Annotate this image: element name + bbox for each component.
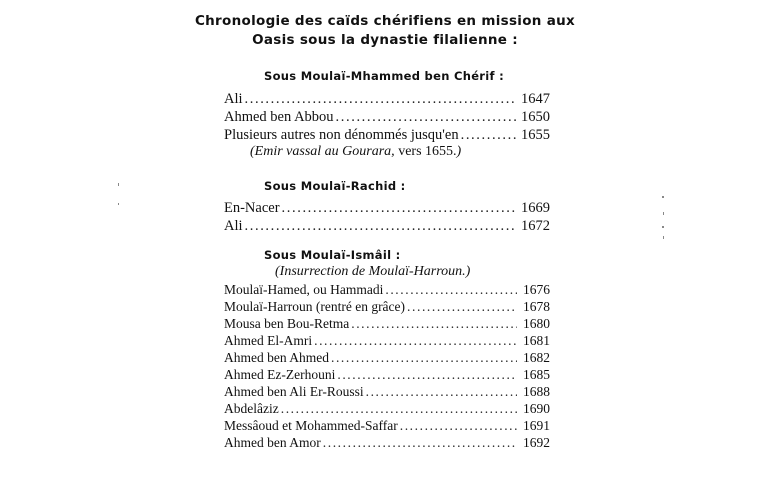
- dot-leader: [281, 401, 517, 417]
- entry-name: Ahmed ben Abbou: [224, 109, 334, 125]
- dot-leader: [314, 333, 517, 349]
- dot-leader: [351, 316, 517, 332]
- chronology-entry: [224, 91, 550, 110]
- entry-year: 1682: [523, 350, 550, 365]
- entry-name: Ahmed ben Ahmed: [224, 350, 329, 365]
- note-plain: vers 1655.: [398, 144, 457, 159]
- chronology-entry: [224, 435, 550, 452]
- section-heading: Sous Moulaï-Mhammed ben Chérif :: [264, 69, 505, 83]
- dot-leader: [407, 299, 517, 315]
- entry-year: 1669: [521, 200, 550, 216]
- scan-speck: [663, 236, 664, 239]
- entry-name: Abdelâziz: [224, 401, 279, 416]
- entry-name: Moulaï-Hamed, ou Hammadi: [224, 282, 384, 297]
- dot-leader: [245, 91, 517, 108]
- dot-leader: [337, 367, 517, 383]
- entry-name: Plusieurs autres non dénommés jusqu'en: [224, 127, 459, 143]
- entry-year: 1672: [521, 218, 550, 234]
- entry-name: Mousa ben Bou-Retma: [224, 316, 350, 331]
- entry-name: En-Nacer: [224, 200, 280, 216]
- scan-speck: [662, 226, 664, 228]
- dot-leader: [282, 200, 517, 217]
- note-italic: Insurrection de Moulaï-Harroun.: [279, 264, 466, 279]
- document-title-line-1: Chronologie des caïds chérifiens en mission aux: [194, 13, 576, 29]
- entry-name: Ahmed El-Amri: [224, 333, 313, 348]
- entry-name: Ali: [224, 218, 243, 234]
- chronology-entry: [224, 316, 550, 333]
- chronology-entry: [224, 282, 550, 299]
- chronology-entry: [224, 367, 550, 384]
- chronology-entry: [224, 401, 550, 418]
- entry-year: 1678: [523, 299, 550, 314]
- dot-leader: [461, 127, 517, 144]
- entry-year: 1647: [521, 91, 550, 107]
- section-note: (Emir vassal au Gourara, vers 1655.): [250, 144, 462, 159]
- dot-leader: [385, 282, 517, 298]
- entry-year: 1650: [521, 109, 550, 125]
- dot-leader: [366, 384, 517, 400]
- scan-speck: [662, 196, 664, 198]
- entry-year: 1655: [521, 127, 550, 143]
- entry-year: 1681: [523, 333, 550, 348]
- chronology-entry: [224, 299, 550, 316]
- document-title-line-2: Oasis sous la dynastie filalienne :: [252, 32, 518, 48]
- entry-year: 1692: [523, 435, 550, 450]
- entry-year: 1676: [523, 282, 550, 297]
- entry-name: Ahmed ben Amor: [224, 435, 321, 450]
- chronology-entry: [224, 109, 550, 128]
- entry-year: 1690: [523, 401, 550, 416]
- entry-name: Ali: [224, 91, 243, 107]
- entry-name: Ahmed Ez-Zerhouni: [224, 367, 336, 382]
- entry-name: Moulaï-Harroun (rentré en grâce): [224, 299, 406, 314]
- dot-leader: [336, 109, 517, 126]
- chronology-entry: [224, 218, 550, 237]
- section-note: (Insurrection de Moulaï-Harroun.): [275, 264, 471, 279]
- chronology-entry: [224, 350, 550, 367]
- entry-year: 1685: [523, 367, 550, 382]
- scan-speck: [118, 183, 119, 186]
- chronology-entry: [224, 333, 550, 350]
- entry-name: Messâoud et Mohammed-Saffar: [224, 418, 398, 433]
- entry-year: 1688: [523, 384, 550, 399]
- dot-leader: [400, 418, 517, 434]
- dot-leader: [331, 350, 517, 366]
- section-heading: Sous Moulaï-Rachid :: [264, 179, 406, 193]
- entry-year: 1691: [523, 418, 550, 433]
- chronology-entry: [224, 384, 550, 401]
- note-italic: Emir vassal au Gourara,: [254, 144, 395, 159]
- entry-year: 1680: [523, 316, 550, 331]
- scan-speck: [118, 203, 119, 205]
- chronology-entry: [224, 200, 550, 219]
- scan-speck: [663, 212, 664, 215]
- dot-leader: [323, 435, 517, 451]
- dot-leader: [245, 218, 517, 235]
- section-heading: Sous Moulaï-Ismâil :: [264, 248, 401, 262]
- chronology-entry: [224, 418, 550, 435]
- entry-name: Ahmed ben Ali Er-Roussi: [224, 384, 364, 399]
